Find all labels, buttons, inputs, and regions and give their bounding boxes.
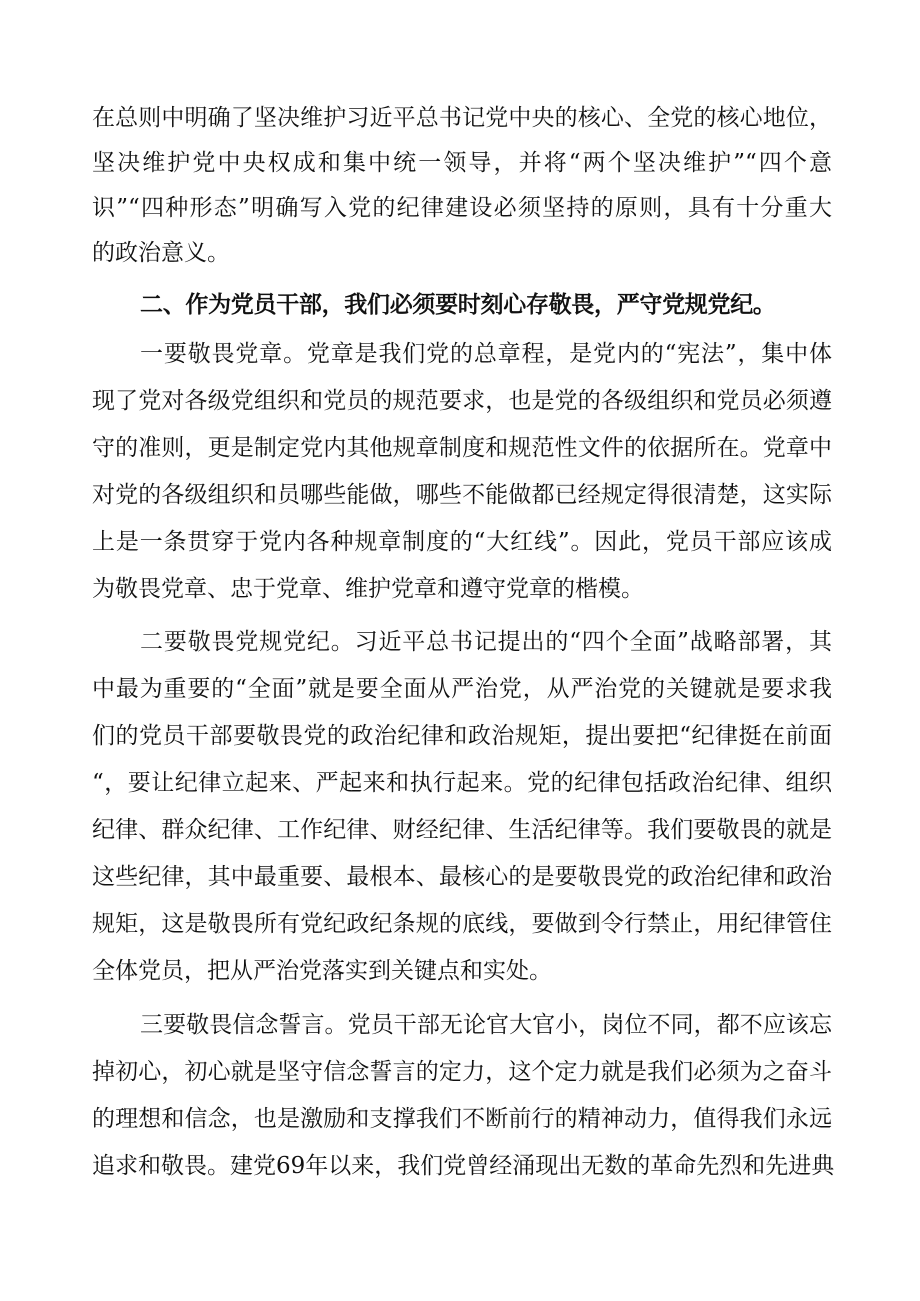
paragraph-line: 规矩，这是敬畏所有党纪政纪条规的底线，要做到令行禁止，用纪律管住 xyxy=(92,911,832,937)
paragraph-line: 追求和敬畏。建党69年以来，我们党曾经涌现出无数的革命先烈和先进典 xyxy=(92,1153,835,1179)
paragraph-line: 坚决维护党中央权成和集中统一领导，并将“两个坚决维护”“四个意 xyxy=(92,150,832,176)
paragraph-line: 三要敬畏信念誓言。党员干部无论官大官小，岗位不同，都不应该忘 xyxy=(140,1012,832,1038)
paragraph-line: 对党的各级组织和员哪些能做，哪些不能做都已经规定得很清楚，这实际 xyxy=(92,482,832,508)
paragraph-line: 的理想和信念，也是激励和支撑我们不断前行的精神动力，值得我们永远 xyxy=(92,1106,832,1132)
paragraph-line: 纪律、群众纪律、工作纪律、财经纪律、生活纪律等。我们要敬畏的就是 xyxy=(92,817,832,843)
paragraph-line: 为敬畏党章、忠于党章、维护党章和遵守党章的楷模。 xyxy=(92,576,644,602)
paragraph-line: 全体党员，把从严治党落实到关键点和实处。 xyxy=(92,958,552,984)
paragraph-line: 的政治意义。 xyxy=(92,240,230,266)
paragraph-line: 这些纪律，其中最重要、最根本、最核心的是要敬畏党的政治纪律和政治 xyxy=(92,864,832,890)
paragraph-line: 掉初心，初心就是坚守信念誓言的定力，这个定力就是我们必须为之奋斗 xyxy=(92,1059,832,1085)
section-heading: 二、作为党员干部，我们必须要时刻心存敬畏，严守党规党纪。 xyxy=(140,292,776,318)
paragraph-line: 守的准则，更是制定党内其他规章制度和规范性文件的依据所在。党章中 xyxy=(92,435,832,461)
paragraph-line: 现了党对各级党组织和党员的规范要求，也是党的各级组织和党员必须遵 xyxy=(92,388,832,414)
paragraph-line: 在总则中明确了坚决维护习近平总书记党中央的核心、全党的核心地位， xyxy=(92,105,832,131)
paragraph-line: 二要敬畏党规党纪。习近平总书记提出的“四个全面”战略部署，其 xyxy=(140,629,832,655)
paragraph-line: 中最为重要的“全面”就是要全面从严治党，从严治党的关键就是要求我 xyxy=(92,676,832,702)
paragraph-line: 们的党员干部要敬畏党的政治纪律和政治规矩，提出要把“纪律挺在前面 xyxy=(92,723,832,749)
paragraph-line: “，要让纪律立起来、严起来和执行起来。党的纪律包括政治纪律、组织 xyxy=(92,770,832,796)
paragraph-line: 识”“四种形态”明确写入党的纪律建设必须坚持的原则，具有十分重大 xyxy=(92,195,832,221)
paragraph-line: 上是一条贯穿于党内各种规章制度的“大红线”。因此，党员干部应该成 xyxy=(92,529,832,555)
paragraph-line: 一要敬畏党章。党章是我们党的总章程，是党内的“宪法”，集中体 xyxy=(140,341,832,367)
